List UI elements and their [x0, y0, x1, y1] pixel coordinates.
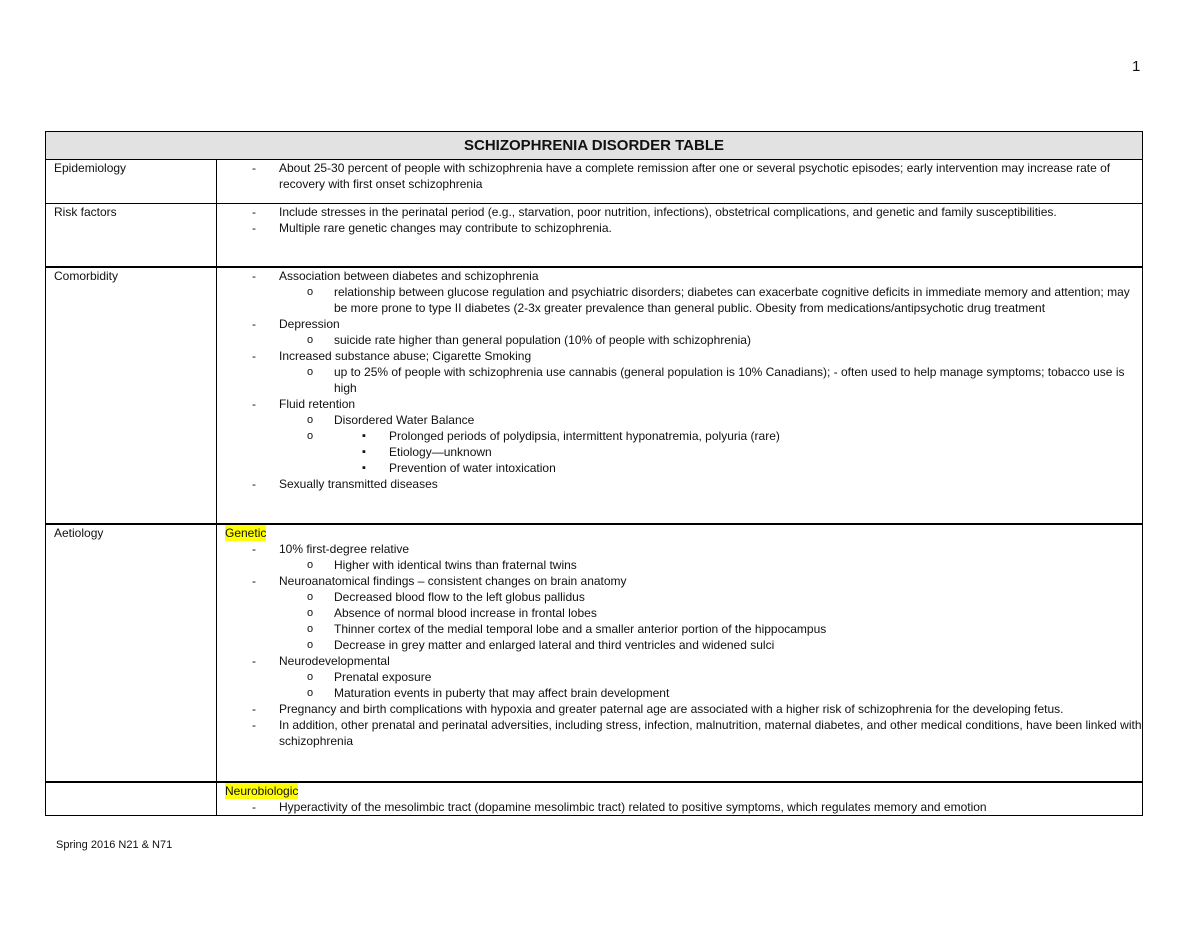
section-heading-genetic: Genetic	[225, 525, 267, 540]
sub-list-item: o Maturation events in puberty that may affect brain development	[279, 685, 1142, 701]
list-item: - Multiple rare genetic changes may contribute to schizophrenia.	[223, 220, 1142, 236]
list-item: - Include stresses in the perinatal period (e.g., starvation, poor nutrition, infections), obstetrical complications, and genetic and family susceptibilities.	[223, 204, 1142, 220]
list-item: - In addition, other prenatal and perinatal adversities, including stress, infection, malnutrition, maternal diabetes, and other medical conditions, have been linked with schizophrenia	[223, 717, 1142, 749]
table-title-row	[46, 132, 1143, 160]
disorder-table	[45, 131, 1143, 816]
sub-list-item: o Disordered Water Balance	[279, 412, 1142, 428]
list-item: - Depression	[223, 316, 1142, 332]
row-content-epidemiology	[217, 160, 1143, 204]
row-label-risk-factors: Risk factors	[46, 204, 217, 267]
row-aetiology	[46, 524, 1143, 782]
section-heading-neurobiologic: Neurobiologic	[225, 783, 299, 798]
row-content-comorbidity	[217, 267, 1143, 524]
sub-list-item: o suicide rate higher than general population (10% of people with schizophrenia)	[279, 332, 1142, 348]
sub-sub-list-item: ▪ o Prolonged periods of polydipsia, intermittent hyponatremia, polyuria (rare)	[334, 428, 1142, 444]
footer-text: Spring 2016 N21 & N71	[56, 839, 173, 851]
list-item: - Sexually transmitted diseases	[223, 476, 1142, 492]
row-label-comorbidity: Comorbidity	[46, 267, 217, 524]
table-title: SCHIZOPHRENIA DISORDER TABLE	[46, 132, 1143, 160]
sub-list-item: o Absence of normal blood increase in frontal lobes	[279, 605, 1142, 621]
sub-sub-list-item: ▪ Prevention of water intoxication	[334, 460, 1142, 476]
list-item: - Fluid retention	[223, 396, 1142, 412]
sub-list-item: o relationship between glucose regulation and psychiatric disorders; diabetes can exacerbate cognitive deficits in immediate memory and attention; may be more prone to type II diabetes (2-3x greater prevalence than general public. Obesity from medications/antipsychotic drug treatment	[279, 284, 1142, 316]
row-neurobiologic	[46, 782, 1143, 816]
list-item: - Neuroanatomical findings – consistent changes on brain anatomy	[223, 573, 1142, 589]
list-item: - Increased substance abuse; Cigarette Smoking	[223, 348, 1142, 364]
sub-list-item: o Prenatal exposure	[279, 669, 1142, 685]
row-content-aetiology	[217, 524, 1143, 782]
list-item: - About 25-30 percent of people with schizophrenia have a complete remission after one or several psychotic episodes; early intervention may increase rate of recovery with first onset schizophrenia	[223, 160, 1142, 192]
row-label-epidemiology: Epidemiology	[46, 160, 217, 204]
list-item: - Hyperactivity of the mesolimbic tract (dopamine mesolimbic tract) related to positive symptoms, which regulates memory and emotion	[223, 799, 1142, 815]
sub-list-item: o Higher with identical twins than fraternal twins	[279, 557, 1142, 573]
row-epidemiology	[46, 160, 1143, 204]
row-content-risk-factors	[217, 204, 1143, 267]
list-item: - Pregnancy and birth complications with hypoxia and greater paternal age are associated with a higher risk of schizophrenia for the developing fetus.	[223, 701, 1142, 717]
list-item: - Neurodevelopmental	[223, 653, 1142, 669]
list-item: - Association between diabetes and schizophrenia	[223, 268, 1142, 284]
row-comorbidity	[46, 267, 1143, 524]
row-content-neurobiologic	[217, 782, 1143, 816]
sub-list-item: o Decreased blood flow to the left globus pallidus	[279, 589, 1142, 605]
sub-list-item: o up to 25% of people with schizophrenia use cannabis (general population is 10% Canadians); - often used to help manage symptoms; tobacco use is high	[279, 364, 1142, 396]
list-item: - 10% first-degree relative	[223, 541, 1142, 557]
row-label-aetiology: Aetiology	[46, 524, 217, 782]
row-label-empty	[46, 782, 217, 816]
row-risk-factors	[46, 204, 1143, 267]
sub-sub-list-item: ▪ Etiology—unknown	[334, 444, 1142, 460]
sub-list-item: o Decrease in grey matter and enlarged lateral and third ventricles and widened sulci	[279, 637, 1142, 653]
page-number: 1	[1132, 58, 1141, 75]
sub-list-item: o Thinner cortex of the medial temporal lobe and a smaller anterior portion of the hippocampus	[279, 621, 1142, 637]
sub-sub-list	[279, 428, 1142, 476]
